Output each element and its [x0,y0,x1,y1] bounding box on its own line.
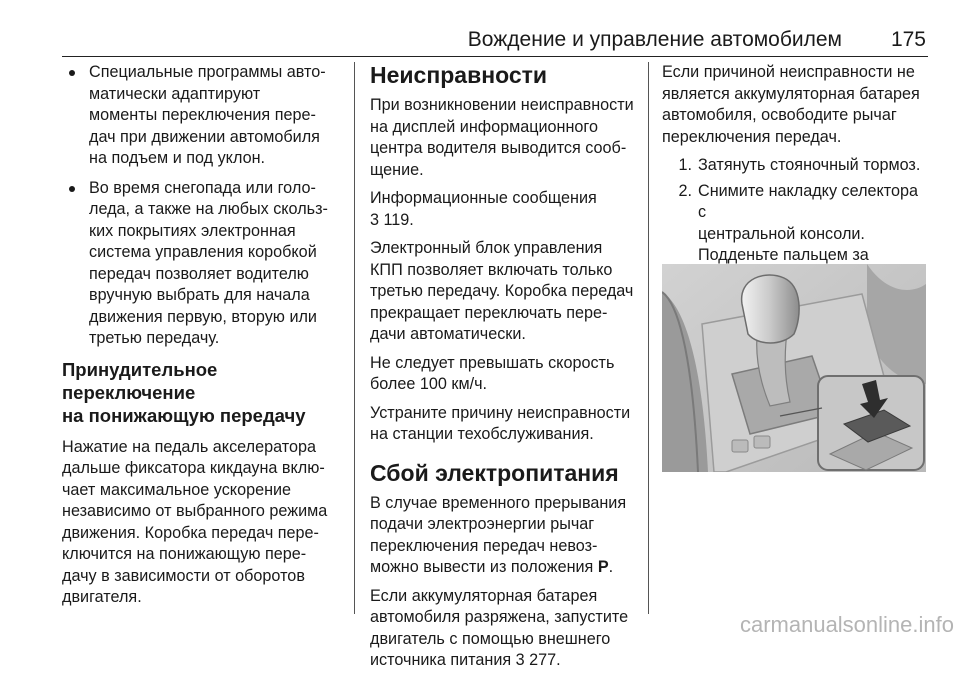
paragraph: При возникновении неисправности на дисплей информационного центра водителя выводится сооб- щение. [370,96,634,179]
section-heading-power-failure: Сбой электропитания [370,459,619,486]
column-divider [354,62,355,614]
column-2 [370,62,640,679]
page-number: 175 [890,28,926,51]
paragraph: Не следует превышать скорость более 100 км/ч. [370,353,615,393]
column-divider [648,62,649,614]
bullet-item: Специальные программы авто- матически адаптируют моменты переключения пере- дач при движении автомобиля на подъем и под уклон. [62,62,344,170]
paragraph: В случае временного прерывания подачи электроэнергии рычаг переключения передач невоз- можно вывести из положения P. [370,493,627,576]
step-item: 2. Снимите накладку селектора с центральной консоли. Подденьте пальцем за [678,181,919,264]
page-reference: 3 119. [370,210,414,229]
bullet-item: Во время снегопада или голо- леда, а также на любых скольз- ких покрытиях электронная система управления коробкой передач позволяет водителю вручную выбрать для начала движения первую, вторую или третью передачу. [62,178,344,350]
gear-selector-illustration-svg [662,264,926,472]
header-title: Вождение и управление автомобилем [467,28,842,51]
section-heading-kickdown: Принудительное переключение на понижающую передачу [62,358,306,426]
paragraph: Нажатие на педаль акселератора дальше фиксатора кикдауна вклю- чает максимальное ускорение независимо от выбранного режима движения. Коробка передач пере- ключится на понижающую пере- дачу в зависимости от оборотов двигателя. [62,437,328,606]
page-header [62,22,928,57]
section-heading-faults: Неисправности [370,62,548,88]
paragraph: Электронный блок управления КПП позволяет включать только третью передачу. Коробка передач прекращает переключать пере- дачи автоматически. [370,239,634,343]
column-1 [62,62,344,616]
paragraph: Информационные сообщения 3 119. [370,189,597,229]
gear-position-p: P [597,558,609,576]
step-item: 1. Затянуть стояночный тормоз. [678,156,921,174]
gear-selector-illustration [662,264,926,472]
paragraph: Если аккумуляторная батарея автомобиля разряжена, запустите двигатель с помощью внешнего источника питания 3 277. [370,586,629,669]
paragraph: Если причиной неисправности не является аккумуляторная батарея автомобиля, освободите рычаг переключения передач. [662,63,920,146]
paragraph: Устраните причину неисправности на станции техобслуживания. [370,403,631,443]
watermark: carmanualsonline.info [739,612,954,637]
bullet-list [62,62,344,350]
